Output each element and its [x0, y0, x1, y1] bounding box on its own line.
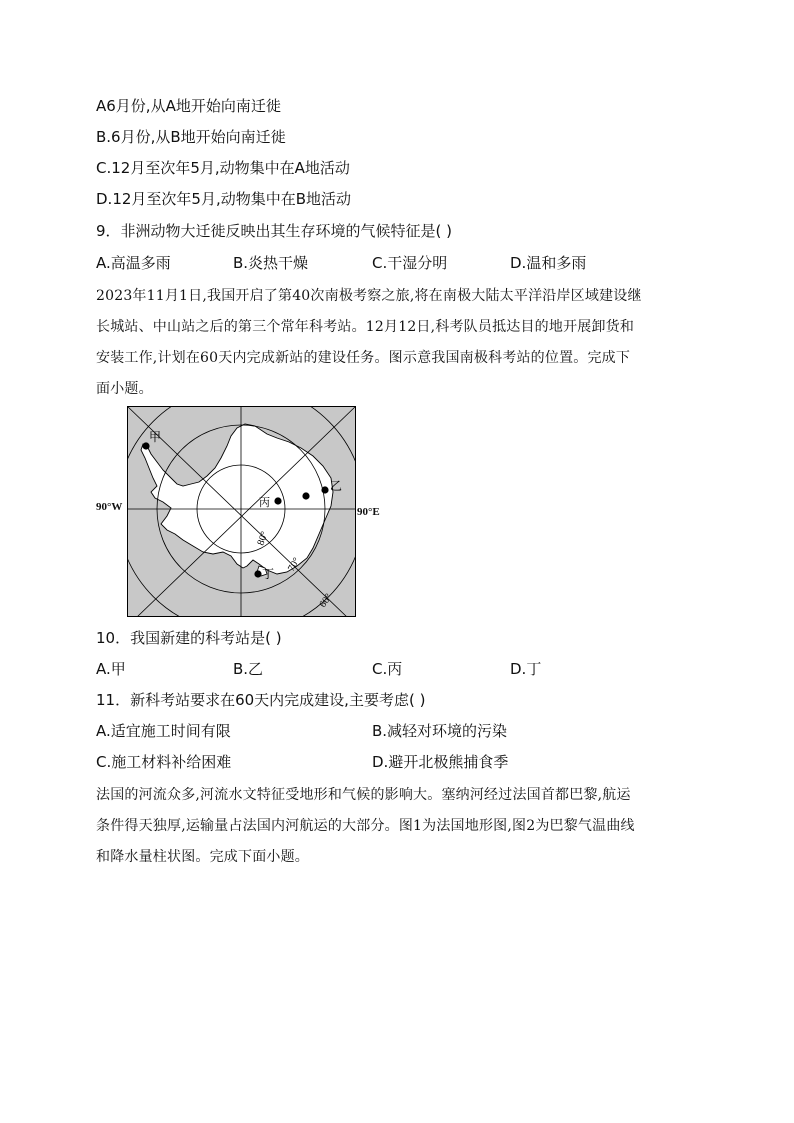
passage-antarctic-line: 长城站、中山站之后的第三个常年科考站。12月12日,科考队员抵达目的地开展卸货和 [96, 319, 635, 335]
q9-option-d: D.温和多雨 [510, 254, 587, 272]
passage-antarctic-line: 面小题。 [96, 381, 153, 397]
station-jia-label: 甲 [149, 430, 162, 444]
antarctica-map [127, 406, 356, 617]
station-extra-dot [302, 492, 309, 499]
latitude-label-60: 60° [317, 591, 335, 610]
q10-stem: 10．我国新建的科考站是( ) [96, 629, 282, 647]
map-label-90w: 90°W [96, 501, 123, 513]
station-yi-label: 乙 [330, 479, 343, 493]
q8-option-c: C.12月至次年5月,动物集中在A地活动 [96, 159, 350, 177]
station-bing-dot [274, 497, 281, 504]
q10-option-d: D.丁 [510, 660, 542, 678]
station-ding-dot [254, 570, 261, 577]
station-yi-dot [321, 486, 328, 493]
q9-option-c: C.干湿分明 [372, 254, 448, 272]
passage-antarctic-line: 2023年11月1日,我国开启了第40次南极考察之旅,将在南极大陆太平洋沿岸区域建设继 [96, 288, 642, 304]
passage-france-line: 和降水量柱状图。完成下面小题。 [96, 849, 309, 865]
passage-france [96, 780, 698, 873]
q11-option-c: C.施工材料补给困难 [96, 753, 232, 771]
q9-option-b: B.炎热干燥 [233, 254, 309, 272]
passage-antarctic-line: 安装工作,计划在60天内完成新站的建设任务。图示意我国南极科考站的位置。完成下 [96, 350, 631, 366]
passage-france-line: 法国的河流众多,河流水文特征受地形和气候的影响大。塞纳河经过法国首都巴黎,航运 [96, 787, 631, 803]
q11-option-b: B.减轻对环境的污染 [372, 722, 508, 740]
map-label-90e: 90°E [357, 506, 380, 518]
latitude-label-80: 80° [255, 530, 271, 548]
q8-option-a: A6月份,从A地开始向南迁徙 [96, 97, 281, 115]
q11-option-a: A.适宜施工时间有限 [96, 722, 231, 740]
station-ding-label: 丁 [262, 567, 275, 581]
latitude-label-70: 70° [286, 555, 303, 574]
q9-stem: 9．非洲动物大迁徙反映出其生存环境的气候特征是( ) [96, 222, 453, 240]
station-bing-label: 丙 [259, 496, 270, 509]
q11-stem: 11．新科考站要求在60天内完成建设,主要考虑( ) [96, 691, 426, 709]
q11-option-d: D.避开北极熊捕食季 [372, 753, 509, 771]
q8-option-d: D.12月至次年5月,动物集中在B地活动 [96, 190, 352, 208]
q10-option-b: B.乙 [233, 660, 264, 678]
q8-option-b: B.6月份,从B地开始向南迁徙 [96, 128, 286, 146]
passage-antarctic [96, 281, 698, 405]
q10-option-c: C.丙 [372, 660, 403, 678]
q10-option-a: A.甲 [96, 660, 126, 678]
q9-option-a: A.高温多雨 [96, 254, 171, 272]
passage-france-line: 条件得天独厚,运输量占法国内河航运的大部分。图1为法国地形图,图2为巴黎气温曲线 [96, 818, 635, 834]
